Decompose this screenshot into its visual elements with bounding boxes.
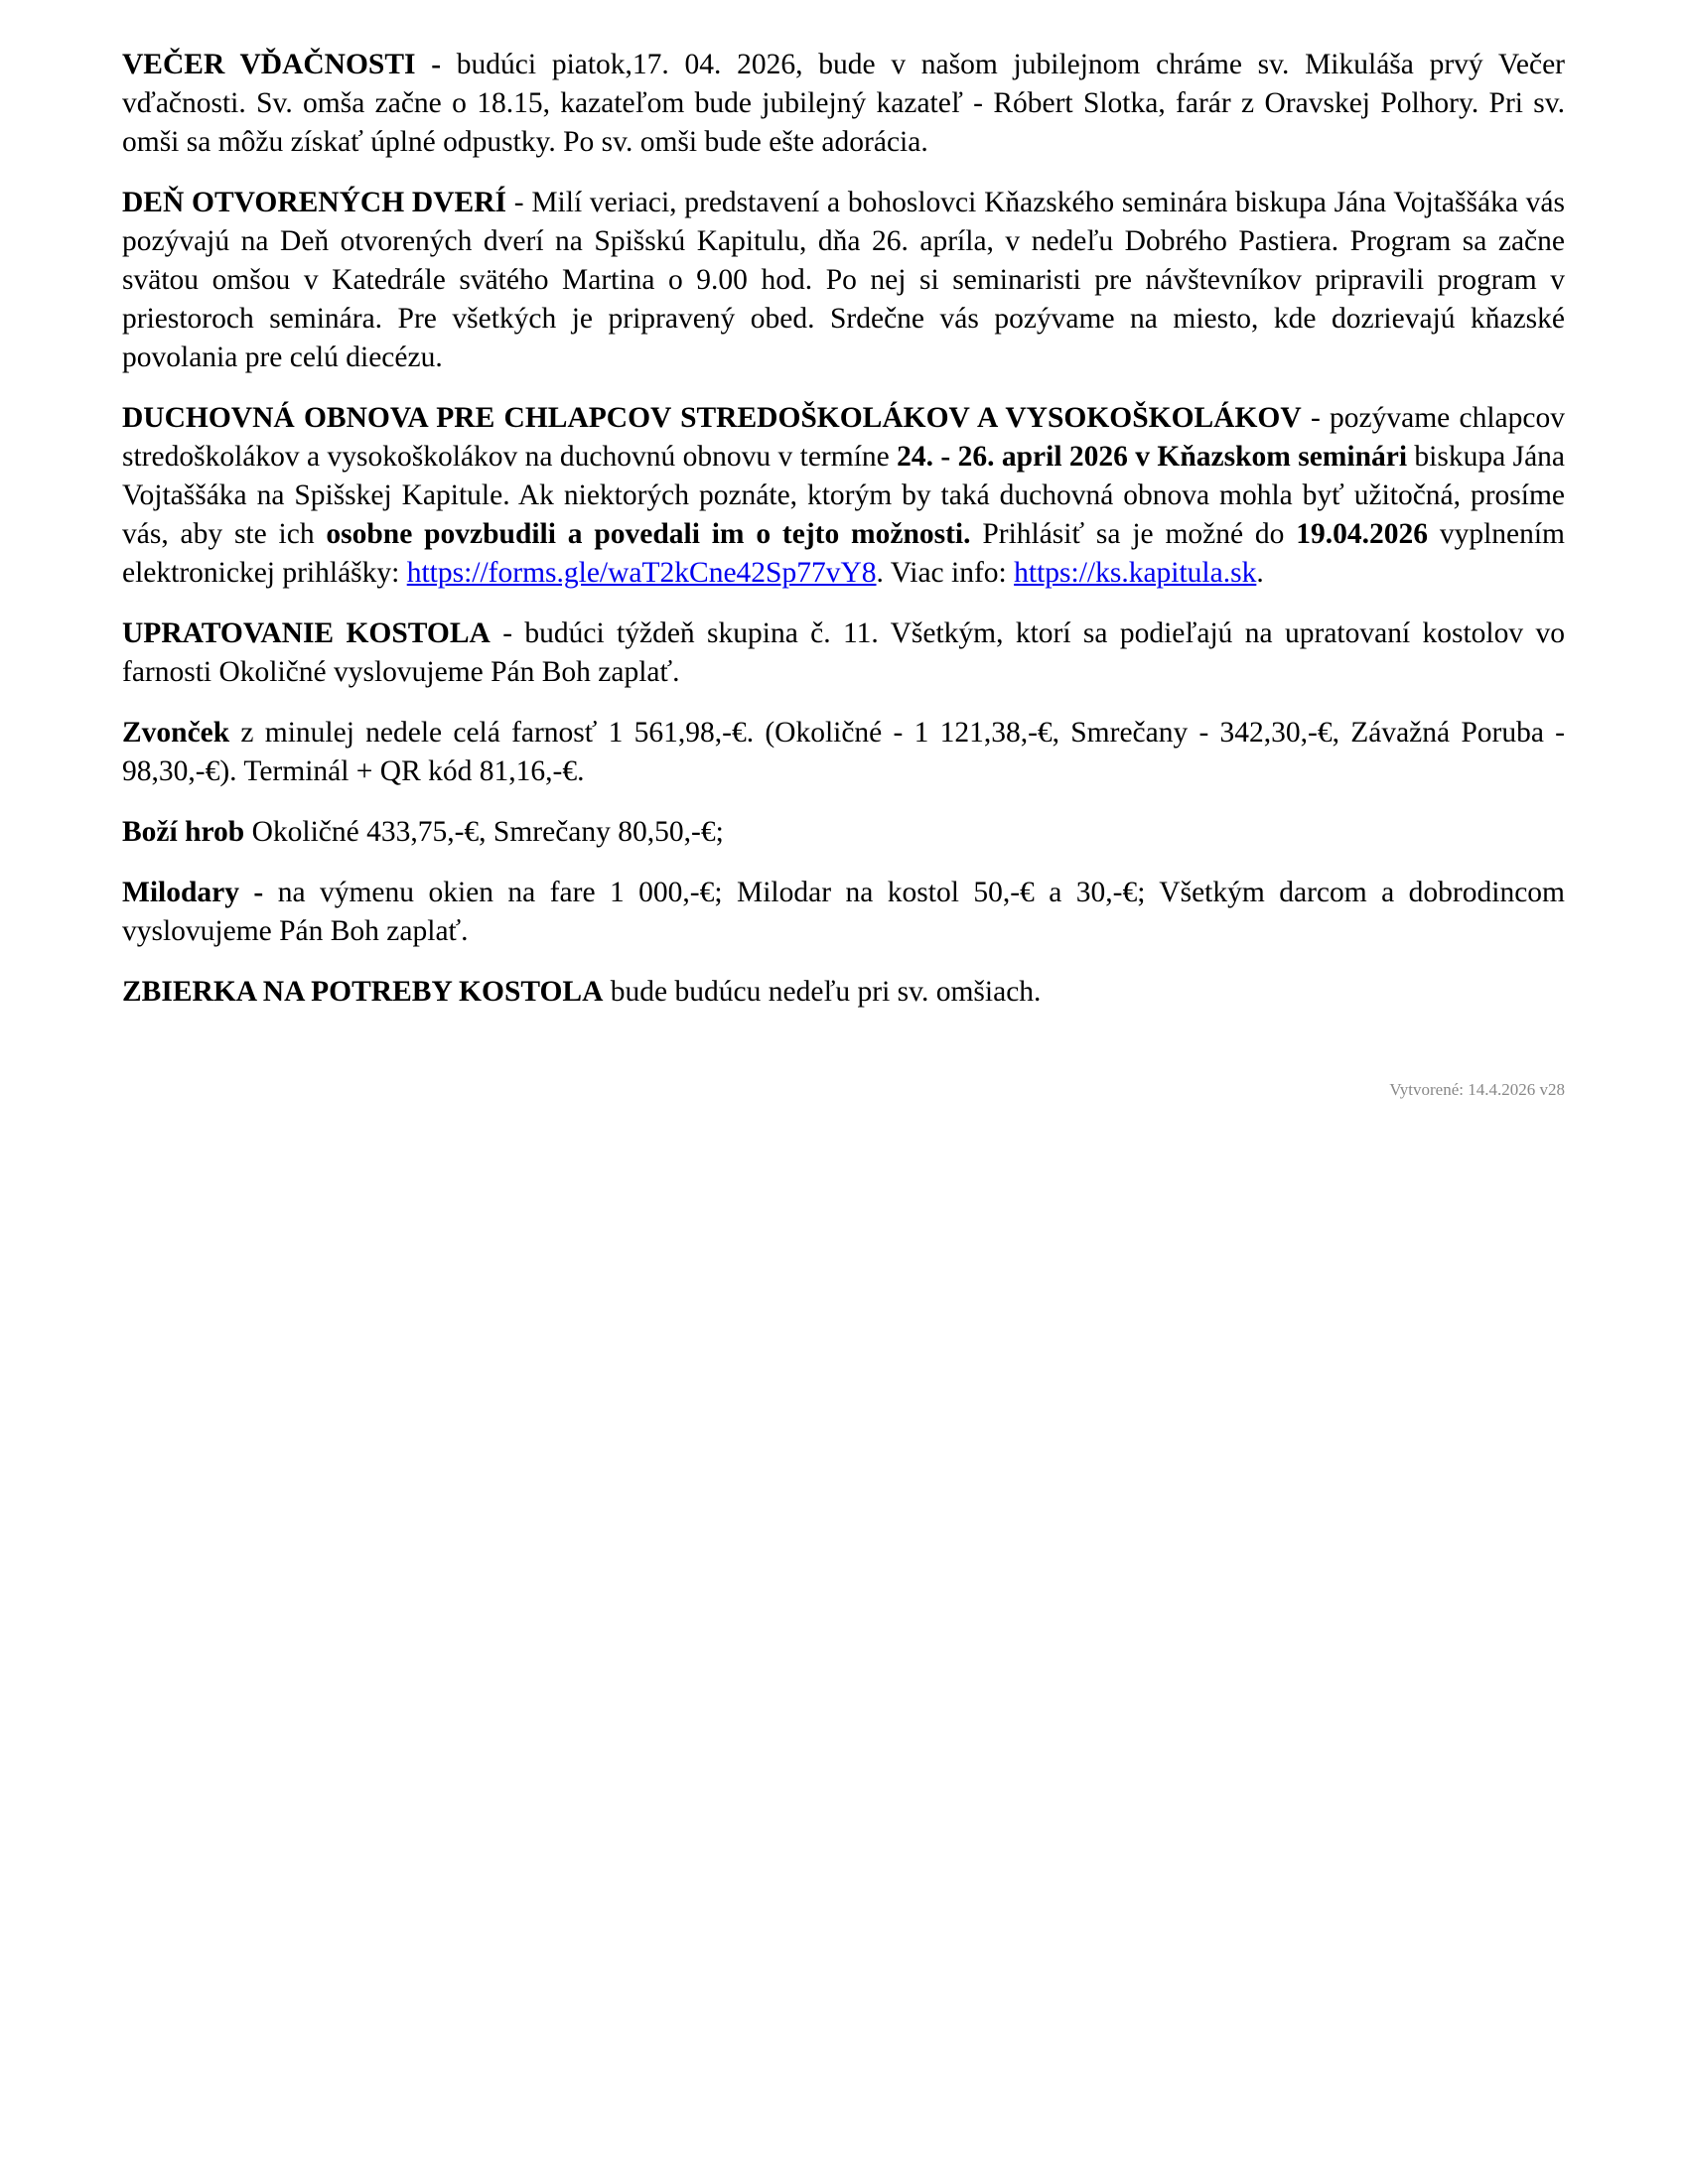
heading-den-otvorenych-dveri: DEŇ OTVORENÝCH DVERÍ bbox=[122, 187, 506, 218]
text-bozi-hrob: Okoličné 433,75,-€, Smrečany 80,50,-€; bbox=[244, 816, 724, 848]
heading-milodary: Milodary - bbox=[122, 877, 264, 908]
text-duchovna-obnova-3: Prihlásiť sa je možné do bbox=[970, 518, 1297, 550]
heading-upratovanie-kostola: UPRATOVANIE KOSTOLA bbox=[122, 617, 491, 649]
text-milodary: na výmenu okien na fare 1 000,-€; Milodar na kostol 50,-€ a 30,-€; Všetkým darcom a dobrodincom vyslovujeme Pán Boh zaplať. bbox=[122, 877, 1565, 947]
heading-vecer-vdacnosti: VEČER VĎAČNOSTI - bbox=[122, 49, 442, 80]
paragraph-zvoncek bbox=[122, 714, 1565, 791]
heading-zbierka: ZBIERKA NA POTREBY KOSTOLA bbox=[122, 976, 604, 1008]
paragraph-milodary bbox=[122, 874, 1565, 951]
text-duchovna-obnova-5: . Viac info: bbox=[876, 557, 1015, 589]
heading-duchovna-obnova: DUCHOVNÁ OBNOVA PRE CHLAPCOV STREDOŠKOLÁKOV A VYSOKOŠKOLÁKOV bbox=[122, 402, 1302, 434]
text-duchovna-obnova-2: biskupa Jána Vojtaššáka na Spišskej Kapitule. Ak niektorých poznáte, ktorým by taká duchovná obnova mohla byť užitočná, prosíme vás, aby ste ich bbox=[122, 441, 1565, 550]
link-forms[interactable]: https://forms.gle/waT2kCne42Sp77vY8 bbox=[406, 557, 877, 589]
text-vecer-vdacnosti: budúci piatok,17. 04. 2026, bude v našom jubilejnom chráme sv. Mikuláša prvý Večer vďačnosti. Sv. omša začne o 18.15, kazateľom bude jubilejný kazateľ - Róbert Slotka, farár z Oravskej Polhory. Pri sv. omši sa môžu získať úplné odpustky. Po sv. omši bude ešte adorácia. bbox=[122, 49, 1566, 158]
heading-bozi-hrob: Boží hrob bbox=[122, 816, 245, 848]
bold-term-dates: 24. - 26. april 2026 v Kňazskom seminári bbox=[897, 441, 1408, 473]
text-duchovna-obnova-4: vyplnením elektronickej prihlášky: bbox=[122, 518, 1565, 589]
text-den-otvorenych-dveri: - Milí veriaci, predstavení a bohoslovci Kňazského seminára biskupa Jána Vojtaššáka vás pozývajú na Deň otvorených dverí na Spišskú Kapitulu, dňa 26. apríla, v nedeľu Dobrého Pastiera. Program sa začne svätou omšou v Katedrále svätého Martina o 9.00 hod. Po nej si seminaristi pre návštevníkov pripravili program v priestoroch seminára. Pre všetkých je pripravený obed. Srdečne vás pozývame na miesto, kde dozrievajú kňazské povolania pre celú diecézu. bbox=[122, 187, 1565, 373]
paragraph-duchovna-obnova bbox=[122, 399, 1565, 593]
link-kapitula[interactable]: https://ks.kapitula.sk bbox=[1014, 557, 1257, 589]
text-duchovna-obnova-6: . bbox=[1256, 557, 1264, 589]
created-timestamp: Vytvorené: 14.4.2026 v28 bbox=[1389, 1080, 1565, 1099]
paragraph-vecer-vdacnosti bbox=[122, 46, 1565, 162]
paragraph-upratovanie-kostola bbox=[122, 614, 1565, 692]
text-zbierka: bude budúcu nedeľu pri sv. omšiach. bbox=[603, 976, 1042, 1008]
paragraph-bozi-hrob bbox=[122, 813, 1565, 852]
text-upratovanie-kostola: - budúci týždeň skupina č. 11. Všetkým, ktorí sa podieľajú na upratovaní kostolov vo farnosti Okoličné vyslovujeme Pán Boh zaplať. bbox=[122, 617, 1565, 688]
announcements-document bbox=[122, 46, 1565, 1033]
text-duchovna-obnova-1: - pozývame chlapcov stredoškolákov a vysokoškolákov na duchovnú obnovu v termíne bbox=[122, 402, 1565, 473]
text-zvoncek: z minulej nedele celá farnosť 1 561,98,-€. (Okoličné - 1 121,38,-€, Smrečany - 342,30,-€, Závažná Poruba - 98,30,-€). Terminál + QR kód 81,16,-€. bbox=[122, 717, 1565, 787]
heading-zvoncek: Zvonček bbox=[122, 717, 230, 749]
bold-deadline-date: 19.04.2026 bbox=[1296, 518, 1428, 550]
bold-encourage: osobne povzbudili a povedali im o tejto možnosti. bbox=[326, 518, 971, 550]
paragraph-den-otvorenych-dveri bbox=[122, 184, 1565, 377]
paragraph-zbierka bbox=[122, 973, 1565, 1012]
